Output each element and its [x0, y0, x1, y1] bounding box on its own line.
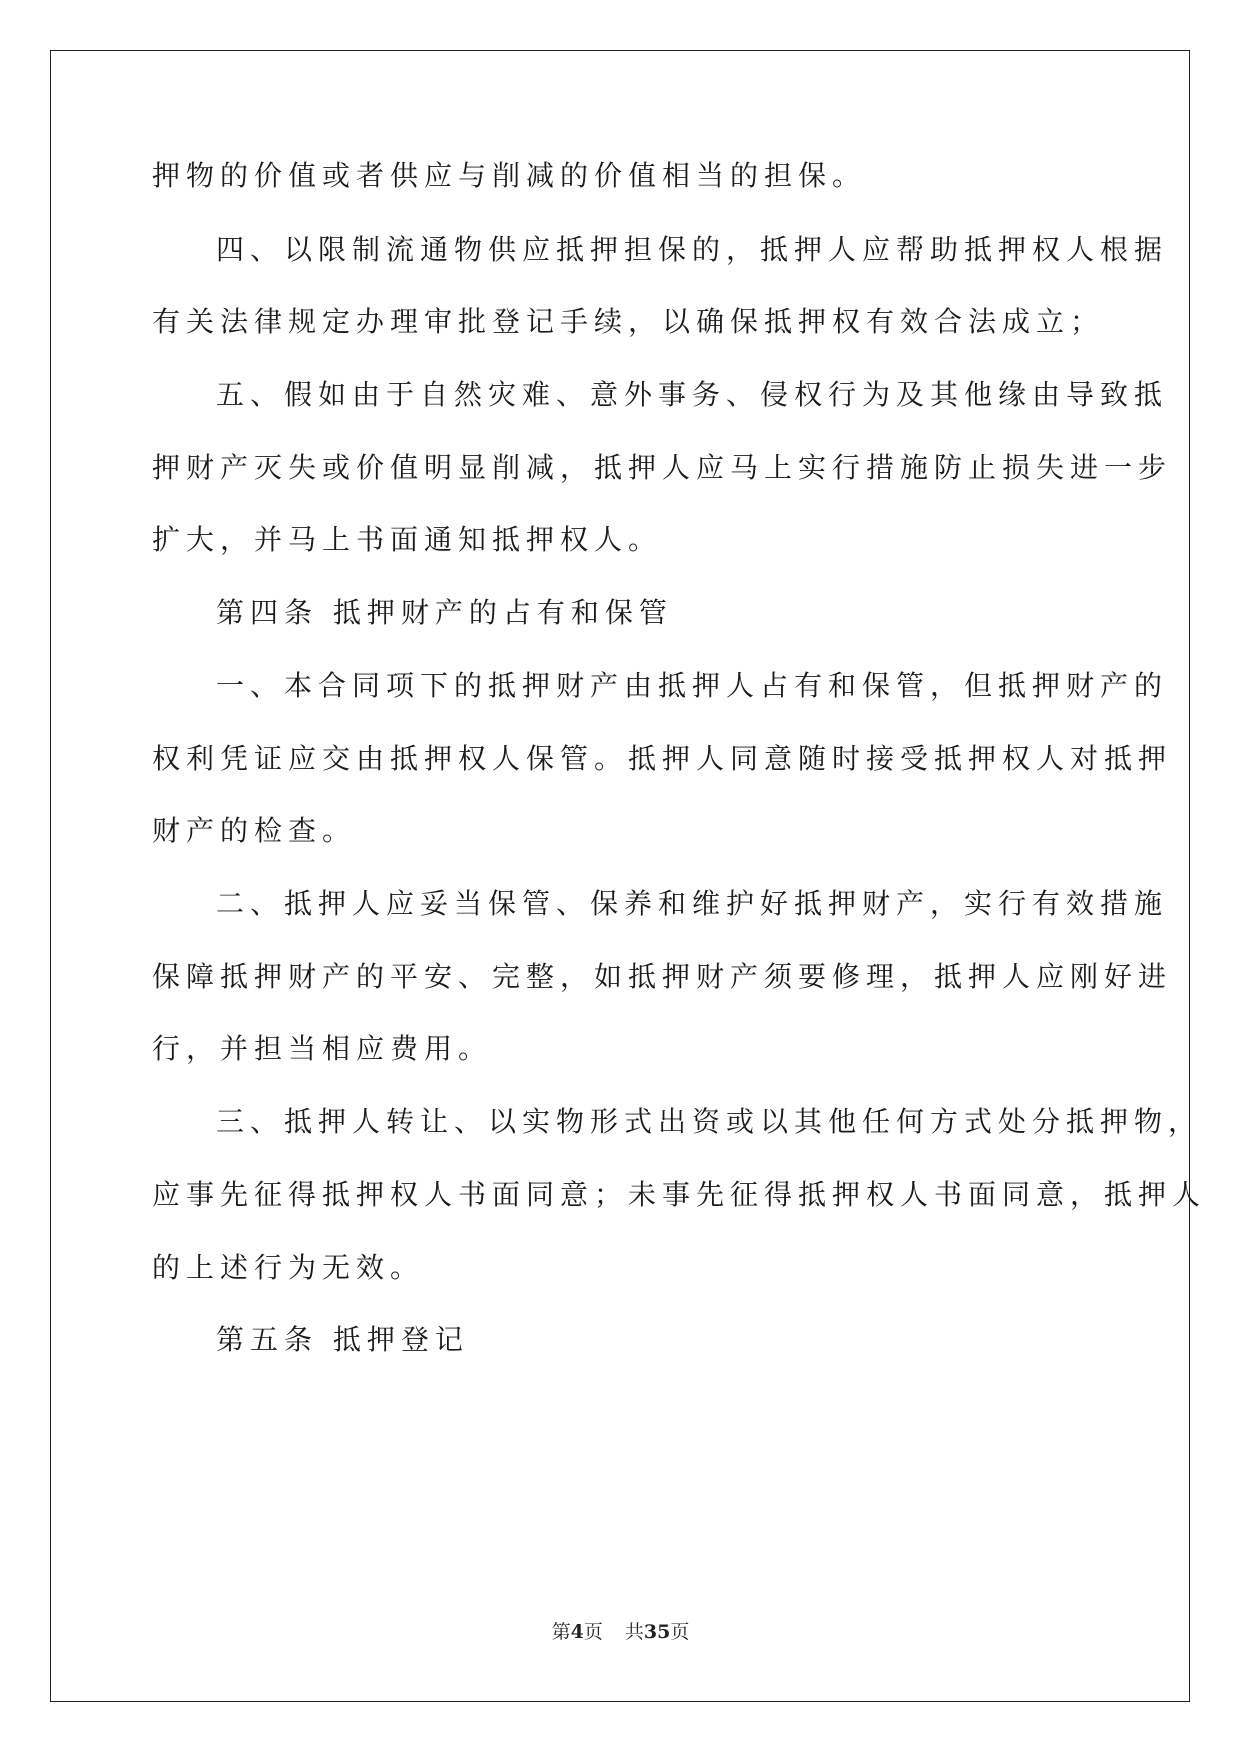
text-line: 三、抵押人转让、以实物形式出资或以其他任何方式处分抵押物， [216, 1105, 1203, 1138]
text-line: 有关法律规定办理审批登记手续，以确保抵押权有效合法成立； [152, 305, 1105, 338]
page-suffix: 页 [583, 1621, 603, 1643]
section-heading: 第五条 抵押登记 [216, 1323, 469, 1356]
text-line: 行，并担当相应费用。 [152, 1032, 493, 1065]
total-suffix: 页 [670, 1621, 690, 1643]
page-prefix: 第 [551, 1621, 571, 1643]
text-line: 权利凭证应交由抵押权人保管。抵押人同意随时接受抵押权人对抵押 [152, 742, 1173, 775]
section-heading: 第四条 抵押财产的占有和保管 [216, 596, 673, 629]
text-line: 押物的价值或者供应与削减的价值相当的担保。 [152, 159, 867, 192]
text-line: 保障抵押财产的平安、完整，如抵押财产须要修理，抵押人应刚好进 [152, 960, 1173, 993]
text-line: 扩大，并马上书面通知抵押权人。 [152, 523, 663, 556]
text-line: 应事先征得抵押权人书面同意；未事先征得抵押权人书面同意，抵押人 [152, 1178, 1207, 1211]
text-line: 的上述行为无效。 [152, 1251, 425, 1284]
text-line: 一、本合同项下的抵押财产由抵押人占有和保管，但抵押财产的 [216, 669, 1169, 702]
text-line: 押财产灭失或价值明显削减，抵押人应马上实行措施防止损失进一步 [152, 451, 1173, 484]
current-page: 4 [570, 1621, 584, 1643]
total-pages: 35 [643, 1621, 671, 1643]
page-border [50, 50, 1190, 1702]
total-prefix: 共 [624, 1621, 644, 1643]
text-line: 财产的检查。 [152, 814, 357, 847]
text-line: 五、假如由于自然灾难、意外事务、侵权行为及其他缘由导致抵 [216, 378, 1169, 411]
page-number [0, 1617, 1241, 1644]
text-line: 四、以限制流通物供应抵押担保的，抵押人应帮助抵押权人根据 [216, 233, 1169, 266]
text-line: 二、抵押人应妥当保管、保养和维护好抵押财产，实行有效措施 [216, 887, 1169, 920]
